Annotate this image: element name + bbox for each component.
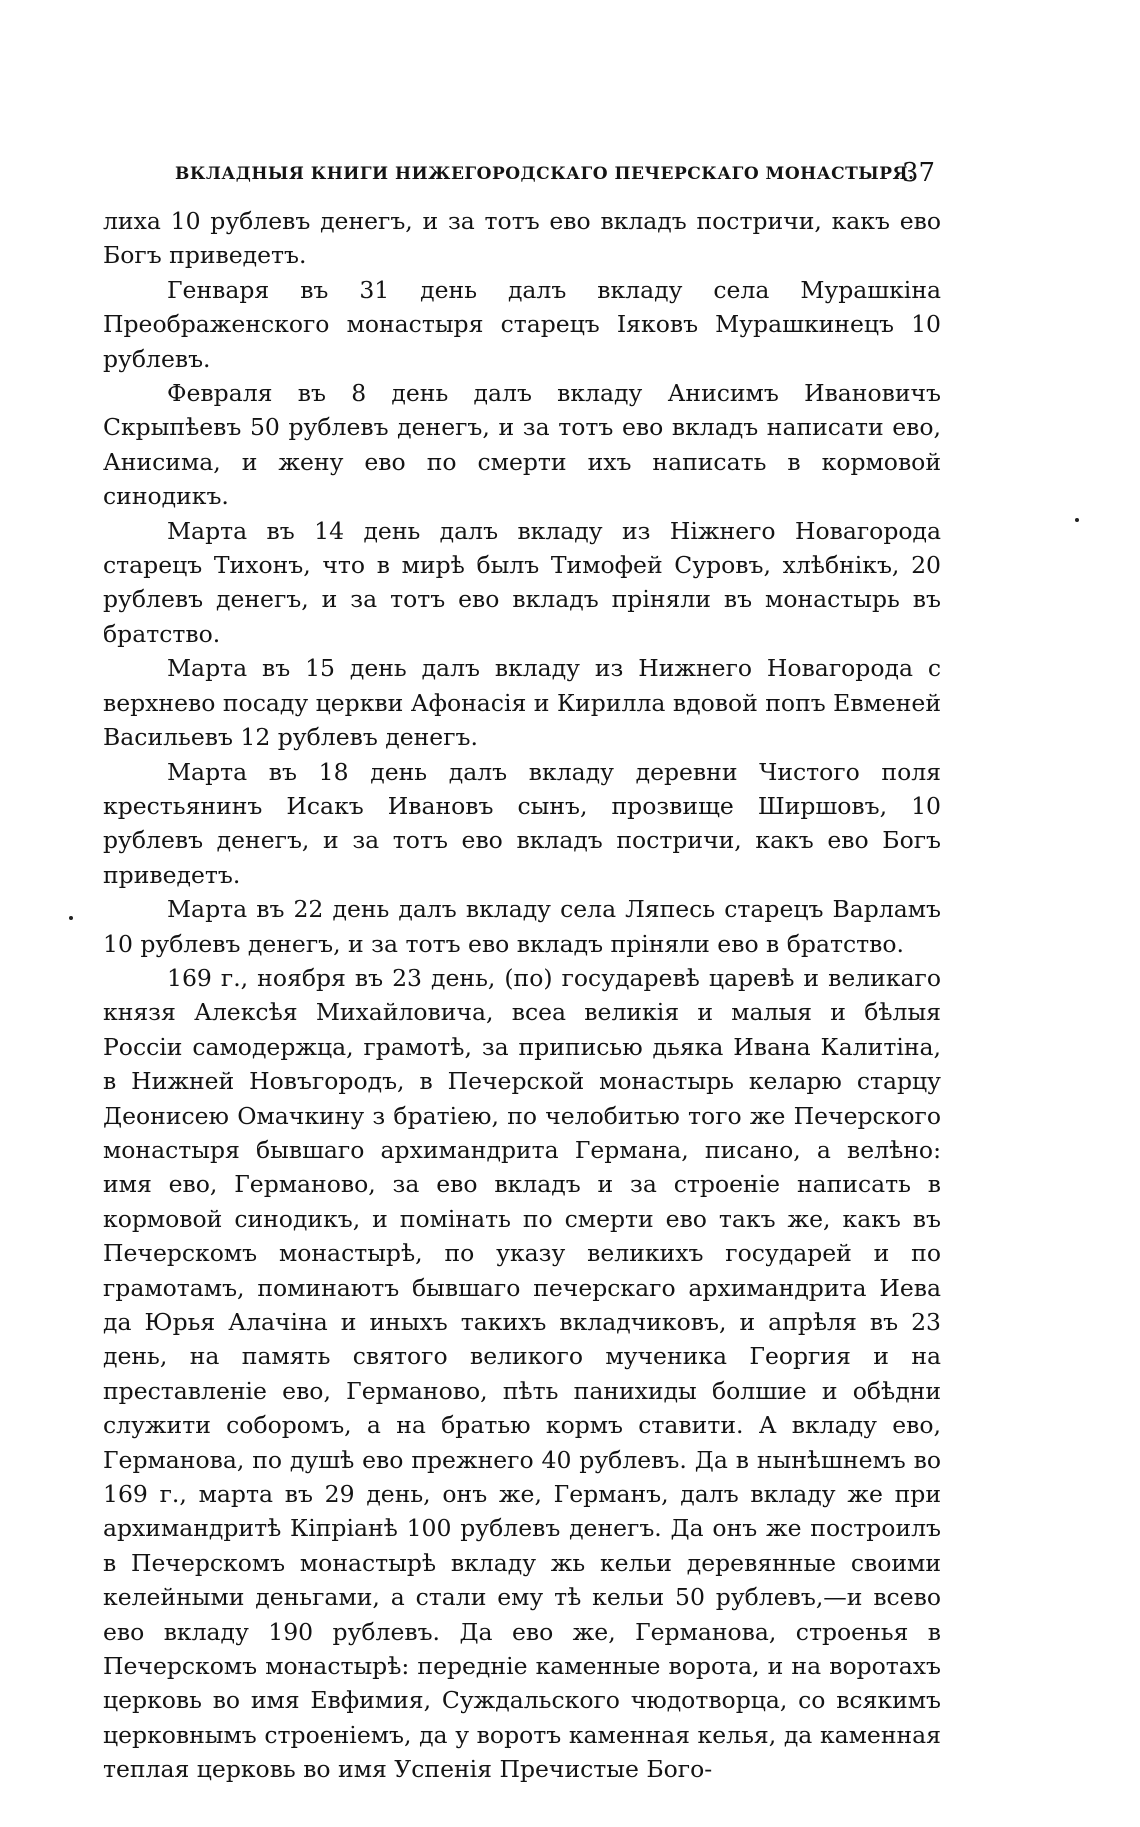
page-number: 37 <box>901 158 935 188</box>
paragraph-march-18: Марта въ 18 день далъ вкладу деревни Чистого поля крестьянинъ Исакъ Ивановъ сынъ, прозвище Ширшовъ, 10 рублевъ денегъ, и за тотъ ево вкладъ постричи, какъ ево Богъ приведетъ. <box>103 757 941 889</box>
paragraph-continuation: лиха 10 рублевъ денегъ, и за тотъ ево вкладъ постричи, какъ ево Богъ приведетъ. <box>103 207 941 270</box>
paragraph-march-14: Марта въ 14 день далъ вкладу из Ніжнего Новагорода старецъ Тихонъ, что в мирѣ былъ Тимофей Суровъ, хлѣбнікъ, 20 рублевъ денегъ, и за тотъ ево вкладъ пріняли въ монастырь въ братство. <box>103 516 941 648</box>
page-header <box>175 158 935 188</box>
running-title: ВКЛАДНЫЯ КНИГИ НИЖЕГОРОДСКАГО ПЕЧЕРСКАГО МОНАСТЫРЯ. <box>175 164 915 184</box>
paragraph-march-22: Марта въ 22 день далъ вкладу села Ляпесь старецъ Варламъ 10 рублевъ денегъ, и за тотъ ево вкладъ пріняли ево в братство. <box>103 895 941 958</box>
body-text <box>103 204 941 1787</box>
paragraph-january-31: Генваря въ 31 день далъ вкладу села Мурашкіна Преображенского монастыря старецъ Іяковъ Мурашкинецъ 10 рублевъ. <box>103 275 941 373</box>
scan-speck-right <box>1075 518 1079 522</box>
paragraph-february-8: Февраля въ 8 день далъ вкладу Анисимъ Ивановичъ Скрыпѣевъ 50 рублевъ денегъ, и за тотъ ево вкладъ написати ево, Анисима, и жену ево по смерти ихъ написать в кормовой синодикъ. <box>103 379 941 511</box>
paragraph-year-169: 169 г., ноября въ 23 день, (по) государевѣ царевѣ и великаго князя Алексѣя Михайловича, всеа великія и малыя и бѣлыя Россіи самодержца, грамотѣ, за приписью дьяка Ивана Калитіна, в Нижней Новъгородъ, в Печерской монастырь келарю старцу Деонисею Омачкину з братіею, по челобитью того же Печерского монастыря бывшаго архимандрита Германа, писано, а велѣно: имя ево, Германово, за ево вкладъ и за строеніе написать в кормовой синодикъ, и помінать по смерти ево такъ же, какъ въ Печерскомъ монастырѣ, по указу великихъ государей и по грамотамъ, поминаютъ бывшаго печерскаго архимандрита Иева да Юрья Алачіна и иныхъ такихъ вкладчиковъ, и апрѣля въ 23 день, на память святого великого мученика Георгия и на преставленіе ево, Германово, пѣть панихиды болшие и обѣдни служити соборомъ, а на братью кормъ ставити. А вкладу ево, Германова, по душѣ ево прежнего 40 рублевъ. Да в нынѣшнемъ во 169 г., марта въ 29 день, онъ же, Германъ, далъ вкладу же при архимандритѣ Кіпріанѣ 100 рублевъ денегъ. Да онъ же построилъ в Печерскомъ монастырѣ вкладу жь кельи деревянные своими келейными деньгами, а стали ему тѣ кельи 50 рублевъ,—и всево ево вкладу 190 рублевъ. Да ево же, Германова, строенья в Печерскомъ монастырѣ: передніе каменные ворота, и на воротахъ церковь во имя Евфимия, Суждальского чюдотворца, со всякимъ церковнымъ строеніемъ, да у воротъ каменная келья, да каменная теплая церковь во имя Успенія Пречистые Бого- <box>103 963 941 1784</box>
scan-speck-left <box>69 916 73 920</box>
paragraph-march-15: Марта въ 15 день далъ вкладу из Нижнего Новагорода с верхнево посаду церкви Афонасія и Кирилла вдовой попъ Евменей Васильевъ 12 рублевъ денегъ. <box>103 654 941 752</box>
